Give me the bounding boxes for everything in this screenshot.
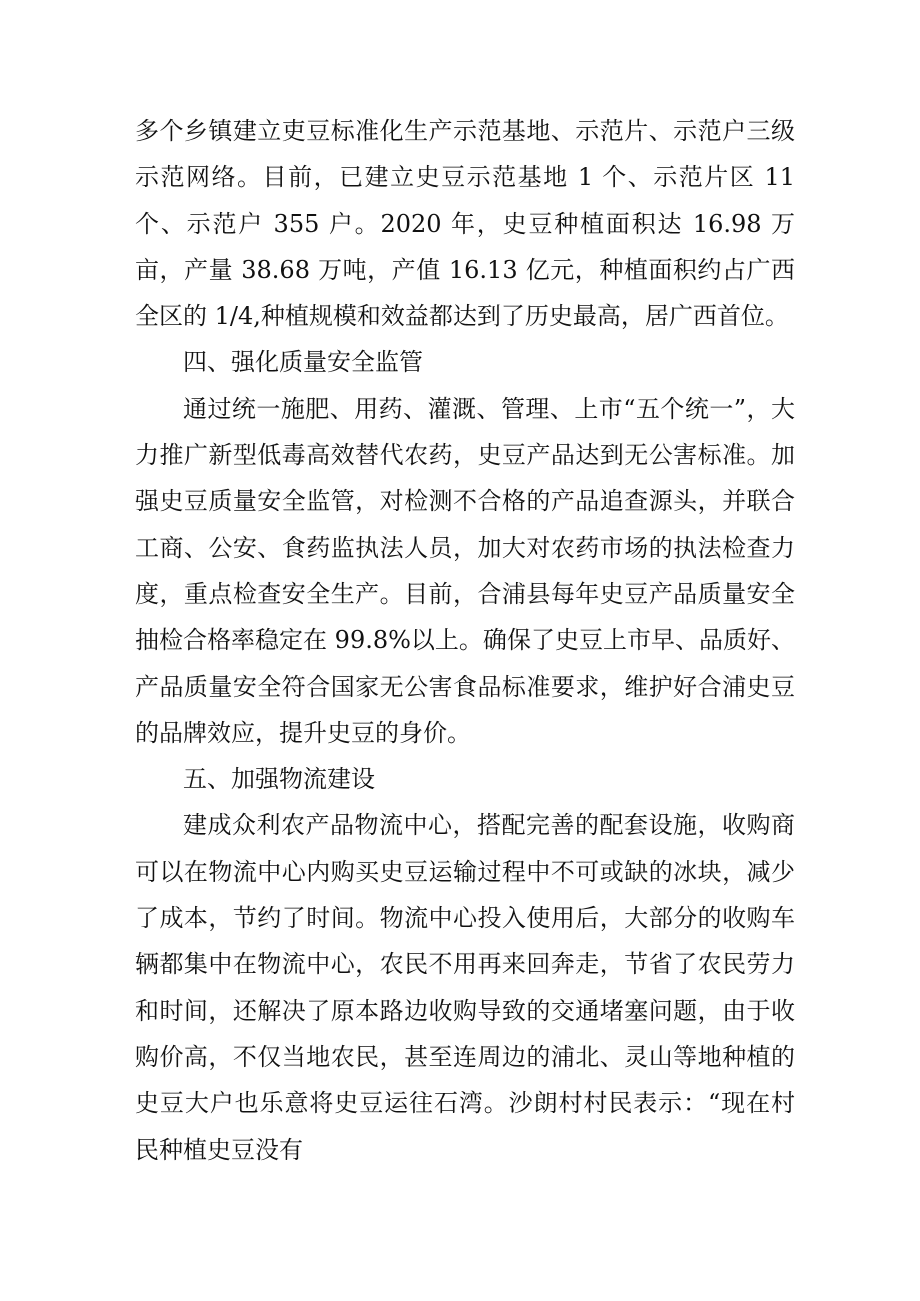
section-heading-quality-supervision: 四、强化质量安全监管 [183, 348, 423, 377]
paragraph-logistics: 建成众利农产品物流中心，搭配完善的配套设施，收购商可以在物流中心内购买史豆运输过程中不可或缺的冰块，减少了成本，节约了时间。物流中心投入使用后，大部分的收购车辆都集中在物流中心，农民不用再来回奔走，节省了农民劳力和时间，还解决了原本路边收购导致的交通堵塞问题，由于收购价高，不仅当地农民，甚至连周边的浦北、灵山等地种植的史豆大户也乐意将史豆运往石湾。沙朗村村民表示：“现在村民种植史豆没有 [135, 811, 795, 1164]
paragraph-continuation: 多个乡镇建立吏豆标准化生产示范基地、示范片、示范户三级示范网络。目前，已建立史豆示范基地 1 个、示范片区 11 个、示范户 355 户。2020 年，史豆种植面积达 16.98 万亩，产量 38.68 万吨，产值 16.13 亿元，种植面积约占广西全区的 1/4,种植规模和效益都达到了历史最高，居广西首位。 [135, 117, 795, 331]
document-body [135, 108, 795, 1173]
paragraph-quality-supervision: 通过统一施肥、用药、灌溉、管理、上市“五个统一”，大力推广新型低毒高效替代农药，史豆产品达到无公害标准。加强史豆质量安全监管，对检测不合格的产品追查源头，并联合工商、公安、食药监执法人员，加大对农药市场的执法检查力度，重点检查安全生产。目前，合浦县每年史豆产品质量安全抽检合格率稳定在 99.8%以上。确保了史豆上市早、品质好、产品质量安全符合国家无公害食品标准要求，维护好合浦史豆的品牌效应，提升史豆的身价。 [135, 394, 795, 747]
section-heading-logistics: 五、加强物流建设 [183, 765, 375, 794]
